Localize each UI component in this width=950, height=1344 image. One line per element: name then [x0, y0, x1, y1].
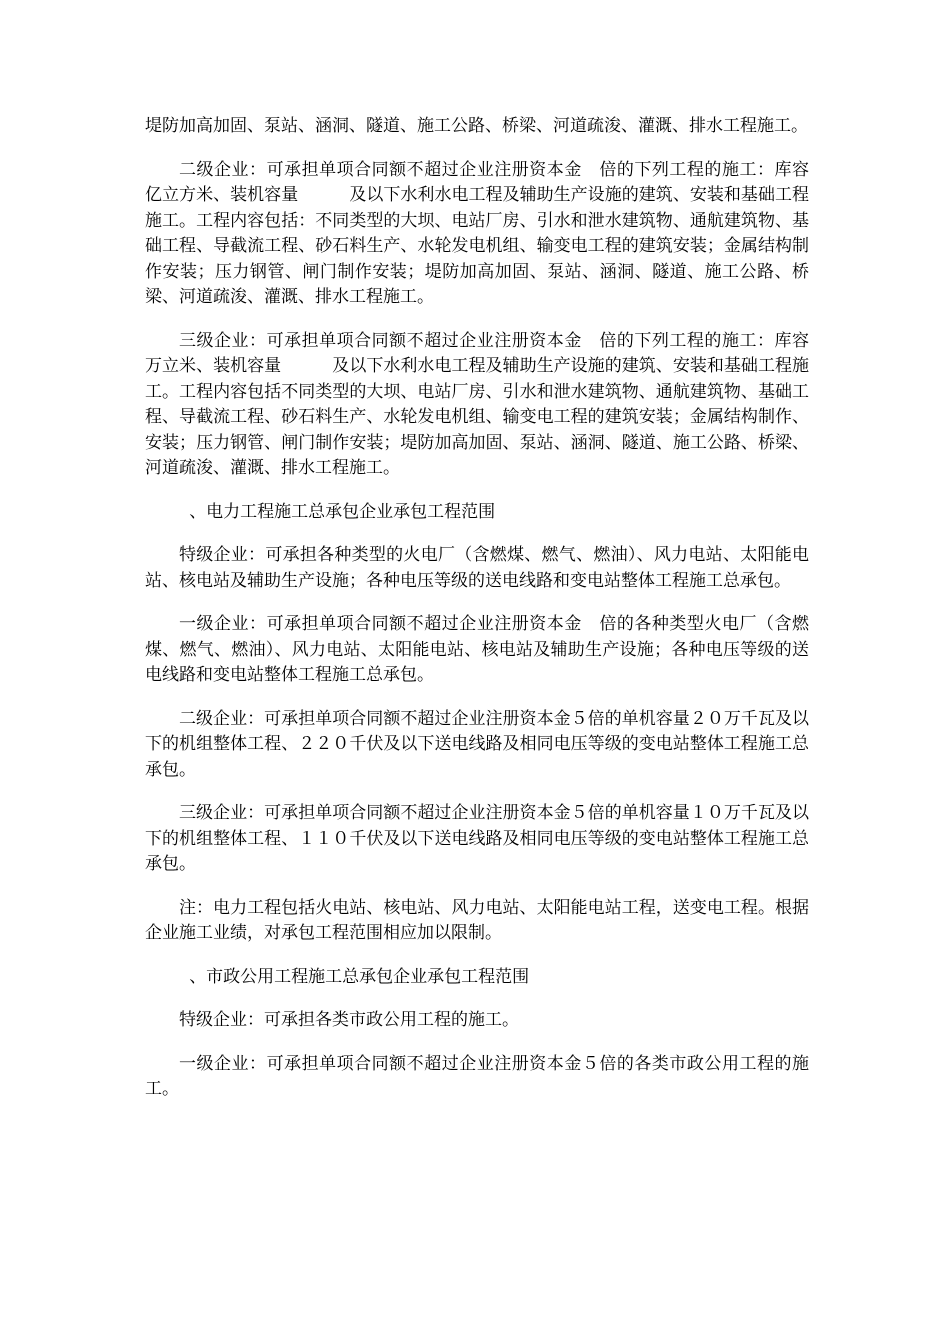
paragraph-grade3-water: 三级企业：可承担单项合同额不超过企业注册资本金 倍的下列工程的施工：库容 万立米、装机容量 及以下水利水电工程及辅助生产设施的建筑、安装和基础工程施工。工程内容包括不同类型的大坝、电站厂房、引水和泄水建筑物、通航建筑物、基础工程、导截流工程、砂石料生产、水轮发电机组、输变电工程的建筑安装；金属结构制作、安装；压力钢管、闸门制作安装；堤防加高加固、泵站、涵洞、隧道、施工公路、桥梁、河道疏浚、灌溉、排水工程施工。 — [145, 330, 860, 478]
paragraph-grade1-power: 一级企业：可承担单项合同额不超过企业注册资本金 倍的各种类型火电厂（含燃煤、燃气、燃油）、风力电站、太阳能电站、核电站及辅助生产设施；各种电压等级的送电线路和变电站整体工程施工总承包。 — [145, 614, 809, 685]
paragraph-continuation: 堤防加高加固、泵站、涵洞、隧道、施工公路、桥梁、河道疏浚、灌溉、排水工程施工。 — [145, 116, 808, 136]
paragraph-special-power: 特级企业：可承担各种类型的火电厂（含燃煤、燃气、燃油）、风力电站、太阳能电站、核电站及辅助生产设施；各种电压等级的送电线路和变电站整体工程施工总承包。 — [145, 545, 809, 591]
paragraph-grade2-water: 二级企业：可承担单项合同额不超过企业注册资本金 倍的下列工程的施工：库容 亿立方米、装机容量 及以下水利水电工程及辅助生产设施的建筑、安装和基础工程施工。工程内容包括：不同类型的大坝、电站厂房、引水和泄水建筑物、通航建筑物、基础工程、导截流工程、砂石料生产、水轮发电机组、输变电工程的建筑安装；金属结构制作安装；压力钢管、闸门制作安装；堤防加高加固、泵站、涵洞、隧道、施工公路、桥梁、河道疏浚、灌溉、排水工程施工。 — [145, 159, 826, 307]
document-page — [145, 114, 860, 1121]
paragraph-note-power: 注：电力工程包括火电站、核电站、风力电站、太阳能电站工程，送变电工程。根据企业施工业绩，对承包工程范围相应加以限制。 — [145, 897, 809, 943]
paragraph-grade2-power: 二级企业：可承担单项合同额不超过企业注册资本金５倍的单机容量２０万千瓦及以下的机组整体工程、２２０千伏及以下送电线路及相同电压等级的变电站整体工程施工总承包。 — [145, 708, 809, 780]
section-heading-power: 、电力工程施工总承包企业承包工程范围 — [189, 501, 496, 522]
paragraph-special-municipal: 特级企业：可承担各类市政公用工程的施工。 — [179, 1010, 519, 1030]
paragraph-grade3-power: 三级企业：可承担单项合同额不超过企业注册资本金５倍的单机容量１０万千瓦及以下的机组整体工程、１１０千伏及以下送电线路及相同电压等级的变电站整体工程施工总承包。 — [145, 803, 809, 874]
paragraph-grade1-municipal: 一级企业：可承担单项合同额不超过企业注册资本金５倍的各类市政公用工程的施工。 — [145, 1053, 809, 1099]
section-heading-municipal: 、市政公用工程施工总承包企业承包工程范围 — [189, 966, 530, 987]
